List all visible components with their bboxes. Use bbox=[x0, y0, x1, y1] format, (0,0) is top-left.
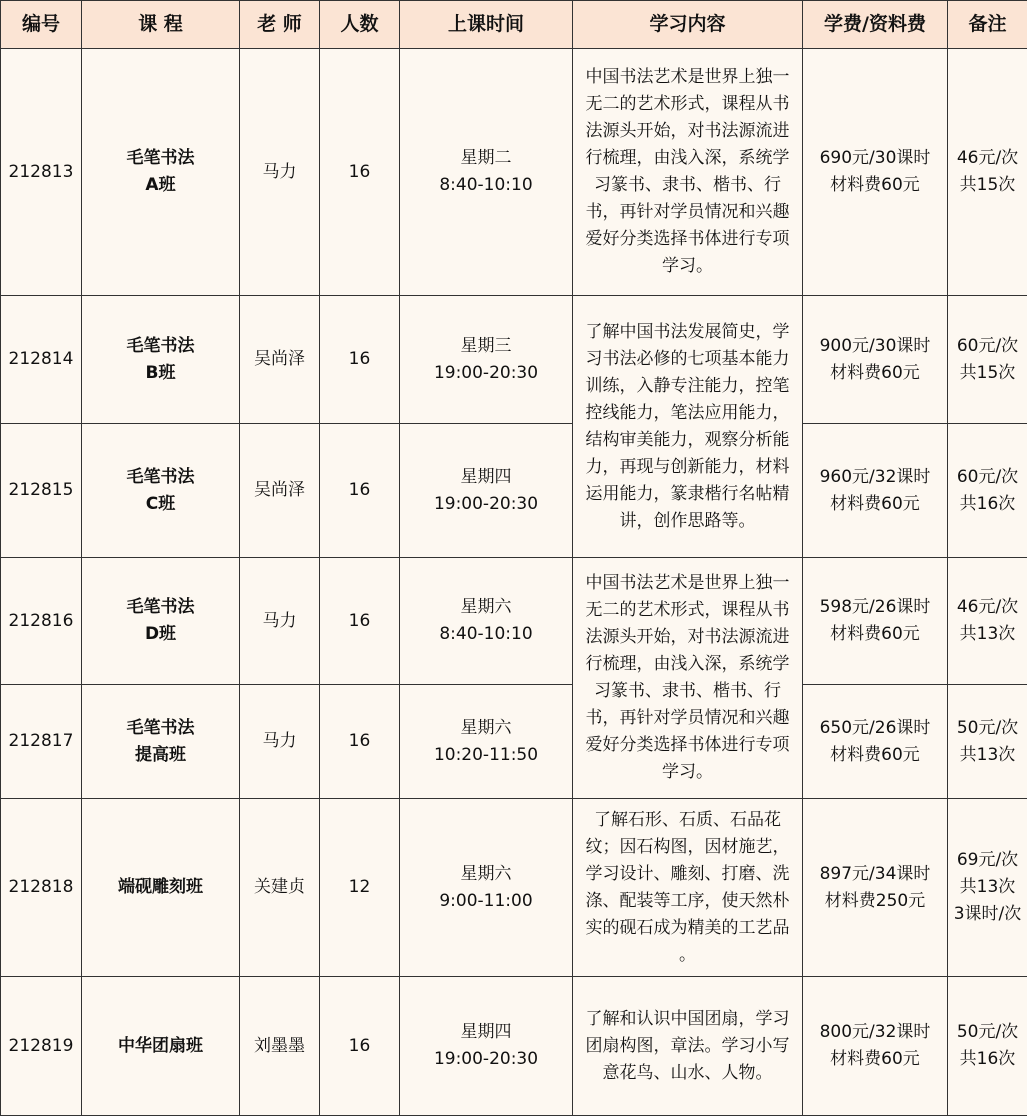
teacher-name: 马力 bbox=[240, 558, 320, 685]
remark-line: 60元/次 bbox=[950, 333, 1025, 360]
content-line: 训练，入静专注能力，控笔 bbox=[575, 373, 800, 400]
content-line: 控线能力，笔法应用能力， bbox=[575, 400, 800, 427]
fee-line: 598元/26课时 bbox=[805, 594, 945, 621]
class-day: 星期三 bbox=[402, 333, 570, 360]
class-day: 星期六 bbox=[402, 861, 570, 888]
class-day: 星期六 bbox=[402, 594, 570, 621]
content-line: 行梳理，由浅入深，系统学 bbox=[575, 145, 800, 172]
remark-line: 69元/次 bbox=[950, 847, 1025, 874]
header-note: 备注 bbox=[948, 1, 1027, 49]
content-line: 爱好分类选择书体进行专项 bbox=[575, 226, 800, 253]
content-line: 意花鸟、山水、人物。 bbox=[575, 1060, 800, 1087]
class-time bbox=[400, 977, 573, 1116]
fee-line: 650元/26课时 bbox=[805, 715, 945, 742]
content-line: 讲，创作思路等。 bbox=[575, 508, 800, 535]
content-line: 书，再针对学员情况和兴趣 bbox=[575, 705, 800, 732]
class-time bbox=[400, 49, 573, 296]
remark-line: 共15次 bbox=[950, 172, 1025, 199]
content-line: 力，再现与创新能力，材料 bbox=[575, 454, 800, 481]
course-name-line: 毛笔书法 bbox=[84, 333, 237, 360]
tuition-fee bbox=[803, 685, 948, 799]
learning-content bbox=[573, 799, 803, 977]
class-time bbox=[400, 424, 573, 558]
course-name-line: B班 bbox=[84, 360, 237, 387]
course-name bbox=[82, 424, 240, 558]
course-name-line: 中华团扇班 bbox=[84, 1033, 237, 1060]
fee-line: 690元/30课时 bbox=[805, 145, 945, 172]
teacher-name: 刘墨墨 bbox=[240, 977, 320, 1116]
course-id: 212818 bbox=[1, 799, 82, 977]
class-time bbox=[400, 296, 573, 424]
content-line: 习书法必修的七项基本能力 bbox=[575, 346, 800, 373]
class-hours: 9:00-11:00 bbox=[402, 888, 570, 915]
remark-line: 共16次 bbox=[950, 491, 1025, 518]
course-name-line: A班 bbox=[84, 172, 237, 199]
tuition-fee bbox=[803, 799, 948, 977]
remark-line: 共16次 bbox=[950, 1046, 1025, 1073]
header-time: 上课时间 bbox=[400, 1, 573, 49]
tuition-fee bbox=[803, 49, 948, 296]
fee-line: 材料费60元 bbox=[805, 360, 945, 387]
fee-line: 材料费60元 bbox=[805, 172, 945, 199]
class-time bbox=[400, 558, 573, 685]
remark-line: 50元/次 bbox=[950, 1019, 1025, 1046]
course-name-line: 毛笔书法 bbox=[84, 464, 237, 491]
remark-line: 3课时/次 bbox=[950, 901, 1025, 928]
table-row bbox=[1, 558, 1027, 685]
class-time bbox=[400, 799, 573, 977]
remarks bbox=[948, 558, 1027, 685]
student-count: 16 bbox=[320, 558, 400, 685]
student-count: 16 bbox=[320, 296, 400, 424]
course-name bbox=[82, 558, 240, 685]
header-teacher: 老 师 bbox=[240, 1, 320, 49]
course-name bbox=[82, 49, 240, 296]
fee-line: 材料费60元 bbox=[805, 742, 945, 769]
tuition-fee bbox=[803, 977, 948, 1116]
course-name bbox=[82, 296, 240, 424]
content-line: 。 bbox=[575, 942, 800, 969]
remarks bbox=[948, 424, 1027, 558]
course-id: 212813 bbox=[1, 49, 82, 296]
fee-line: 材料费60元 bbox=[805, 1046, 945, 1073]
content-line: 学习设计、雕刻、打磨、洗 bbox=[575, 861, 800, 888]
class-hours: 19:00-20:30 bbox=[402, 491, 570, 518]
remark-line: 共13次 bbox=[950, 742, 1025, 769]
remarks bbox=[948, 49, 1027, 296]
teacher-name: 吴尚泽 bbox=[240, 424, 320, 558]
content-line: 了解和认识中国团扇，学习 bbox=[575, 1006, 800, 1033]
teacher-name: 马力 bbox=[240, 49, 320, 296]
learning-content bbox=[573, 558, 803, 799]
header-count: 人数 bbox=[320, 1, 400, 49]
class-time bbox=[400, 685, 573, 799]
course-id: 212816 bbox=[1, 558, 82, 685]
course-id: 212819 bbox=[1, 977, 82, 1116]
content-line: 了解石形、石质、石品花 bbox=[575, 807, 800, 834]
content-line: 习篆书、隶书、楷书、行 bbox=[575, 678, 800, 705]
student-count: 16 bbox=[320, 49, 400, 296]
fee-line: 897元/34课时 bbox=[805, 861, 945, 888]
table-row bbox=[1, 49, 1027, 296]
course-name-line: 端砚雕刻班 bbox=[84, 874, 237, 901]
content-line: 行梳理，由浅入深，系统学 bbox=[575, 651, 800, 678]
remark-line: 46元/次 bbox=[950, 594, 1025, 621]
course-name-line: 毛笔书法 bbox=[84, 145, 237, 172]
class-hours: 19:00-20:30 bbox=[402, 360, 570, 387]
fee-line: 960元/32课时 bbox=[805, 464, 945, 491]
course-name-line: 毛笔书法 bbox=[84, 715, 237, 742]
fee-line: 材料费60元 bbox=[805, 491, 945, 518]
content-line: 团扇构图，章法。学习小写 bbox=[575, 1033, 800, 1060]
remarks bbox=[948, 685, 1027, 799]
class-day: 星期四 bbox=[402, 464, 570, 491]
learning-content bbox=[573, 49, 803, 296]
content-line: 中国书法艺术是世界上独一 bbox=[575, 64, 800, 91]
course-name-line: 提高班 bbox=[84, 742, 237, 769]
content-line: 纹；因石构图，因材施艺， bbox=[575, 834, 800, 861]
remarks bbox=[948, 799, 1027, 977]
header-id: 编号 bbox=[1, 1, 82, 49]
content-line: 学习。 bbox=[575, 253, 800, 280]
content-line: 爱好分类选择书体进行专项 bbox=[575, 732, 800, 759]
content-line: 法源头开始，对书法源流进 bbox=[575, 118, 800, 145]
learning-content bbox=[573, 296, 803, 558]
student-count: 16 bbox=[320, 977, 400, 1116]
course-name-line: C班 bbox=[84, 491, 237, 518]
course-name bbox=[82, 977, 240, 1116]
tuition-fee bbox=[803, 424, 948, 558]
content-line: 习篆书、隶书、楷书、行 bbox=[575, 172, 800, 199]
content-line: 结构审美能力，观察分析能 bbox=[575, 427, 800, 454]
header-course: 课 程 bbox=[82, 1, 240, 49]
course-name bbox=[82, 685, 240, 799]
content-line: 实的砚石成为精美的工艺品 bbox=[575, 915, 800, 942]
student-count: 12 bbox=[320, 799, 400, 977]
table-row bbox=[1, 424, 1027, 558]
student-count: 16 bbox=[320, 424, 400, 558]
course-name-line: 毛笔书法 bbox=[84, 594, 237, 621]
course-name-line: D班 bbox=[84, 621, 237, 648]
content-line: 中国书法艺术是世界上独一 bbox=[575, 570, 800, 597]
content-line: 无二的艺术形式，课程从书 bbox=[575, 597, 800, 624]
course-id: 212815 bbox=[1, 424, 82, 558]
class-day: 星期四 bbox=[402, 1019, 570, 1046]
fee-line: 材料费250元 bbox=[805, 888, 945, 915]
course-id: 212817 bbox=[1, 685, 82, 799]
remark-line: 60元/次 bbox=[950, 464, 1025, 491]
remarks bbox=[948, 296, 1027, 424]
header-row bbox=[1, 1, 1027, 49]
remark-line: 46元/次 bbox=[950, 145, 1025, 172]
remark-line: 50元/次 bbox=[950, 715, 1025, 742]
class-day: 星期二 bbox=[402, 145, 570, 172]
table-row bbox=[1, 296, 1027, 424]
remarks bbox=[948, 977, 1027, 1116]
header-content: 学习内容 bbox=[573, 1, 803, 49]
course-id: 212814 bbox=[1, 296, 82, 424]
content-line: 涤、配装等工序，使天然朴 bbox=[575, 888, 800, 915]
course-name bbox=[82, 799, 240, 977]
table-row bbox=[1, 977, 1027, 1116]
teacher-name: 吴尚泽 bbox=[240, 296, 320, 424]
fee-line: 800元/32课时 bbox=[805, 1019, 945, 1046]
content-line: 了解中国书法发展简史，学 bbox=[575, 319, 800, 346]
content-line: 法源头开始，对书法源流进 bbox=[575, 624, 800, 651]
tuition-fee bbox=[803, 296, 948, 424]
remark-line: 共13次 bbox=[950, 874, 1025, 901]
class-hours: 10:20-11:50 bbox=[402, 742, 570, 769]
header-fee: 学费/资料费 bbox=[803, 1, 948, 49]
tuition-fee bbox=[803, 558, 948, 685]
class-hours: 19:00-20:30 bbox=[402, 1046, 570, 1073]
teacher-name: 马力 bbox=[240, 685, 320, 799]
table-row bbox=[1, 799, 1027, 977]
class-day: 星期六 bbox=[402, 715, 570, 742]
class-hours: 8:40-10:10 bbox=[402, 621, 570, 648]
content-line: 无二的艺术形式，课程从书 bbox=[575, 91, 800, 118]
fee-line: 900元/30课时 bbox=[805, 333, 945, 360]
teacher-name: 关建贞 bbox=[240, 799, 320, 977]
content-line: 运用能力，篆隶楷行名帖精 bbox=[575, 481, 800, 508]
content-line: 学习。 bbox=[575, 759, 800, 786]
student-count: 16 bbox=[320, 685, 400, 799]
class-hours: 8:40-10:10 bbox=[402, 172, 570, 199]
fee-line: 材料费60元 bbox=[805, 621, 945, 648]
remark-line: 共13次 bbox=[950, 621, 1025, 648]
content-line: 书，再针对学员情况和兴趣 bbox=[575, 199, 800, 226]
table-row bbox=[1, 685, 1027, 799]
learning-content bbox=[573, 977, 803, 1116]
remark-line: 共15次 bbox=[950, 360, 1025, 387]
